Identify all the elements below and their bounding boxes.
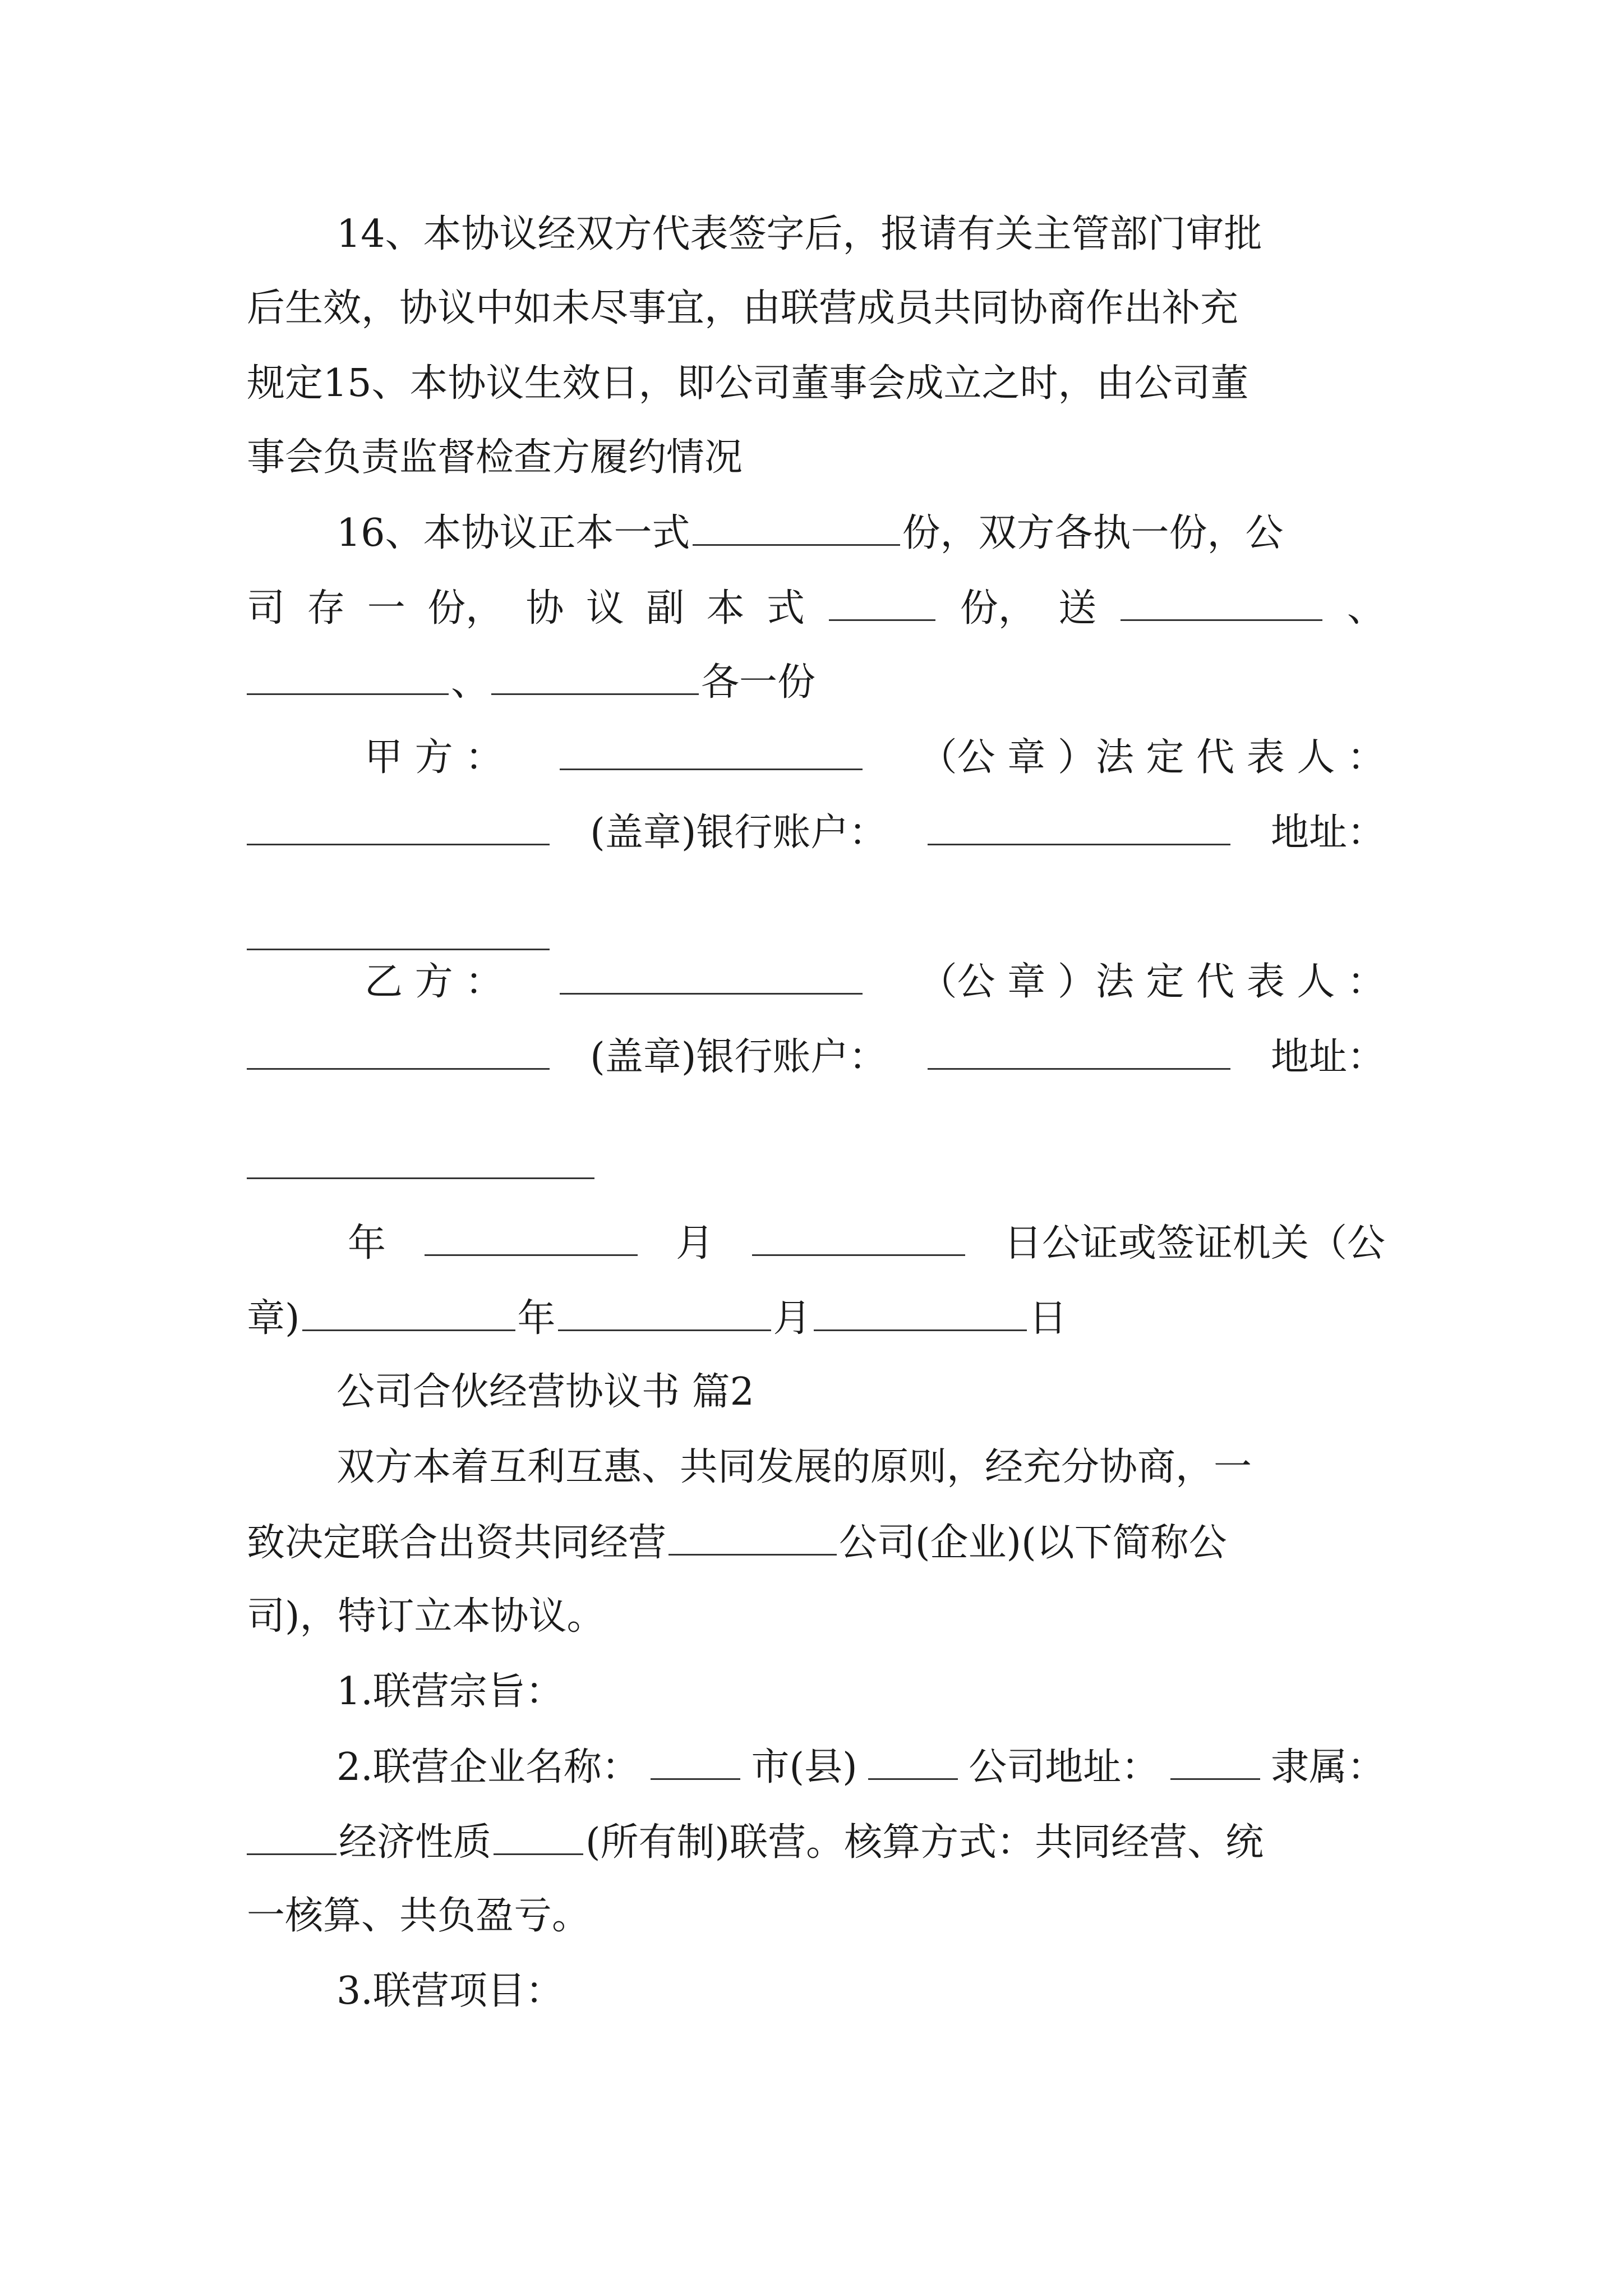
month2-blank[interactable] <box>814 1296 1027 1331</box>
party-b-account-blank[interactable] <box>928 1034 1230 1070</box>
item-3: 3.联营项目： <box>336 1969 564 2013</box>
intro-line-3: 司)，特订立本协议。 <box>247 1594 605 1639</box>
item-1: 1.联营宗旨： <box>336 1669 564 1714</box>
party-b-name-blank[interactable] <box>560 959 863 995</box>
party-a-address-blank[interactable] <box>247 948 550 950</box>
party-b-address-blank[interactable] <box>247 1177 594 1179</box>
clause-14-line-2: 后生效，协议中如未尽事宜，由联营成员共同协商作出补充 <box>247 286 1239 330</box>
clause-15-line-2: 事会负责监督检查方履约情况 <box>247 435 743 480</box>
intro-line-2: 致决定联合出资共同经营 公司(企业)(以下简称公 <box>247 1521 1227 1565</box>
party-a-rep-blank[interactable] <box>247 810 550 845</box>
party-a-line-2: (盖章)银行账户： 地址： <box>247 810 1385 855</box>
party-a-account-blank[interactable] <box>928 810 1230 845</box>
item-2-line-2: 经济性质 (所有制)联营。核算方式：共同经营、统 <box>247 1820 1385 1865</box>
duplicate-copies-blank[interactable] <box>829 586 935 621</box>
item-2-line-3: 一核算、共负盈亏。 <box>247 1894 591 1938</box>
clause-16-line-2: 司 存 一 份， 协 议 副 本 式 份， 送 、 <box>247 586 1385 631</box>
party-b-line-2: (盖章)银行账户： 地址： <box>247 1034 1385 1080</box>
date-line-2: 章) 年 月 日 <box>247 1296 1067 1341</box>
year-blank[interactable] <box>425 1221 638 1256</box>
month-blank[interactable] <box>752 1221 965 1256</box>
company-blank[interactable] <box>868 1745 958 1780</box>
ownership-blank[interactable] <box>494 1820 583 1855</box>
address-blank[interactable] <box>1170 1745 1260 1780</box>
send-to-blank-2[interactable] <box>247 660 449 695</box>
clause-16-line-1: 16、本协议正本一式 份，双方各执一份，公 <box>336 511 1284 555</box>
section-2-title: 公司合伙经营协议书 篇2 <box>336 1370 754 1414</box>
clause-16-line-3: 、 各一份 <box>247 660 1385 705</box>
date-line-1: 年 月 日公证或签证机关（公 <box>348 1221 1385 1266</box>
copies-blank[interactable] <box>693 510 900 546</box>
company-name-blank[interactable] <box>668 1520 837 1556</box>
clause-15-line-1: 规定15、本协议生效日，即公司董事会成立之时，由公司董 <box>247 361 1249 406</box>
party-a-line-1: 甲 方 ： （公 章 ）法 定 代 表 人 ： <box>365 735 1385 780</box>
party-b-line-1: 乙 方 ： （公 章 ）法 定 代 表 人 ： <box>365 960 1385 1004</box>
party-b-rep-blank[interactable] <box>247 1034 550 1070</box>
year2-blank[interactable] <box>558 1296 771 1331</box>
send-to-blank-1[interactable] <box>1121 586 1322 621</box>
city-blank[interactable] <box>651 1745 740 1780</box>
party-a-name-blank[interactable] <box>560 735 863 770</box>
notary-blank[interactable] <box>302 1296 515 1331</box>
item-2-line-1: 2.联营企业名称： 市(县) 公司地址： 隶属： <box>336 1745 1385 1789</box>
intro-line-1: 双方本着互利互惠、共同发展的原则，经充分协商，一 <box>336 1445 1252 1489</box>
affiliation-blank[interactable] <box>247 1820 336 1855</box>
send-to-blank-3[interactable] <box>491 660 699 695</box>
clause-14-line-1: 14、本协议经双方代表签字后，报请有关主管部门审批 <box>336 212 1262 256</box>
